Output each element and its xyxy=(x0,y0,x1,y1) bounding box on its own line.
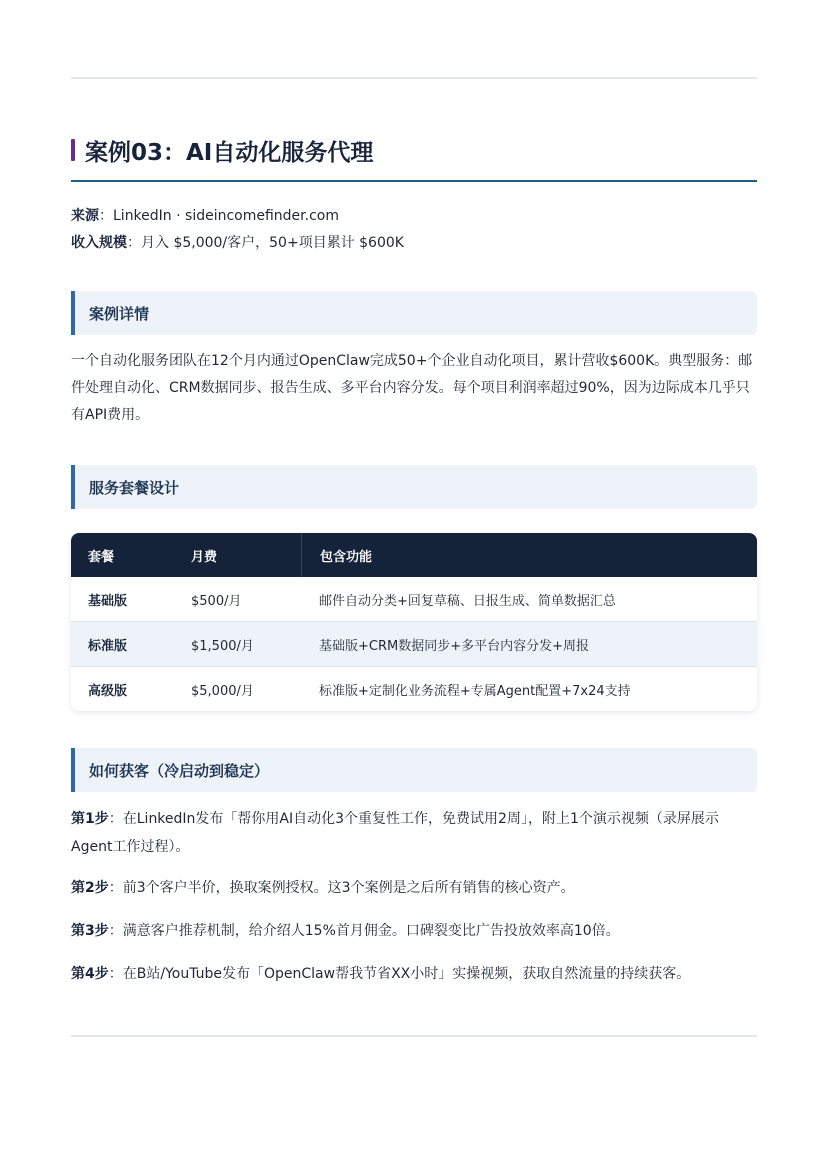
section-acquisition-title: 如何获客（冷启动到稳定） xyxy=(89,762,270,780)
table-cell-features: 标准版+定制化业务流程+专属Agent配置+7x24支持 xyxy=(319,683,631,699)
source-value: ：LinkedIn · sideincomefinder.com xyxy=(99,208,339,224)
table-cell-package: 高级版 xyxy=(88,683,128,699)
table-cell-fee: $500/月 xyxy=(191,593,242,609)
table-header-fee: 月费 xyxy=(191,549,218,565)
section-details-title: 案例详情 xyxy=(89,305,150,323)
step-text: ：前3个客户半价，换取案例授权。这3个案例是之后所有销售的核心资产。 xyxy=(108,880,575,896)
revenue-line xyxy=(71,232,404,252)
title-accent-bar xyxy=(71,139,75,161)
step-label: 第3步 xyxy=(71,923,109,939)
section-details-header xyxy=(71,291,757,335)
source-label: 来源 xyxy=(71,208,99,224)
step-text: ：在B站/YouTube发布「OpenClaw帮我节省XX小时」实操视频，获取自然流量的持续获客。 xyxy=(108,966,691,982)
step-text: ：在LinkedIn发布「帮你用AI自动化3个重复性工作，免费试用2周」，附上1个演示视频（录屏展示Agent工作过程）。 xyxy=(71,811,719,855)
section-packages-title: 服务套餐设计 xyxy=(89,479,180,497)
table-header-package: 套餐 xyxy=(88,549,115,565)
table-cell-features: 邮件自动分类+回复草稿、日报生成、简单数据汇总 xyxy=(319,593,616,609)
revenue-value: ：月入 $5,000/客户，50+项目累计 $600K xyxy=(127,235,404,251)
table-cell-fee: $1,500/月 xyxy=(191,638,254,654)
table-header-row xyxy=(71,533,757,577)
source-line xyxy=(71,205,339,225)
step-item xyxy=(71,917,757,945)
step-text: ：满意客户推荐机制，给介绍人15%首月佣金。口碑裂变比广告投放效率高10倍。 xyxy=(108,923,620,939)
table-body xyxy=(71,577,757,711)
page-title: 案例03：AI自动化服务代理 xyxy=(85,140,374,166)
table-row xyxy=(71,577,757,621)
section-acquisition-header xyxy=(71,748,757,792)
table-cell-features: 基础版+CRM数据同步+多平台内容分发+周报 xyxy=(319,638,590,654)
step-label: 第1步 xyxy=(71,811,109,827)
step-item xyxy=(71,960,757,988)
step-item xyxy=(71,874,757,902)
table-row xyxy=(71,666,757,711)
step-label: 第2步 xyxy=(71,880,109,896)
section-packages-header xyxy=(71,465,757,509)
step-label: 第4步 xyxy=(71,966,109,982)
table-header-features: 包含功能 xyxy=(301,533,757,577)
packages-table xyxy=(71,533,757,711)
table-cell-package: 基础版 xyxy=(88,593,128,609)
revenue-label: 收入规模 xyxy=(71,235,127,251)
top-divider xyxy=(71,77,757,79)
details-paragraph: 一个自动化服务团队在12个月内通过OpenClaw完成50+个企业自动化项目，累计营收$600K。典型服务：邮件处理自动化、CRM数据同步、报告生成、多平台内容分发。每个项目利润率超过90%，因为边际成本几乎只有API费用。 xyxy=(71,353,753,423)
bottom-divider xyxy=(71,1035,757,1037)
page-header xyxy=(71,132,757,182)
table-row xyxy=(71,621,757,666)
table-cell-package: 标准版 xyxy=(88,638,128,654)
table-cell-fee: $5,000/月 xyxy=(191,683,254,699)
step-item xyxy=(71,805,757,861)
